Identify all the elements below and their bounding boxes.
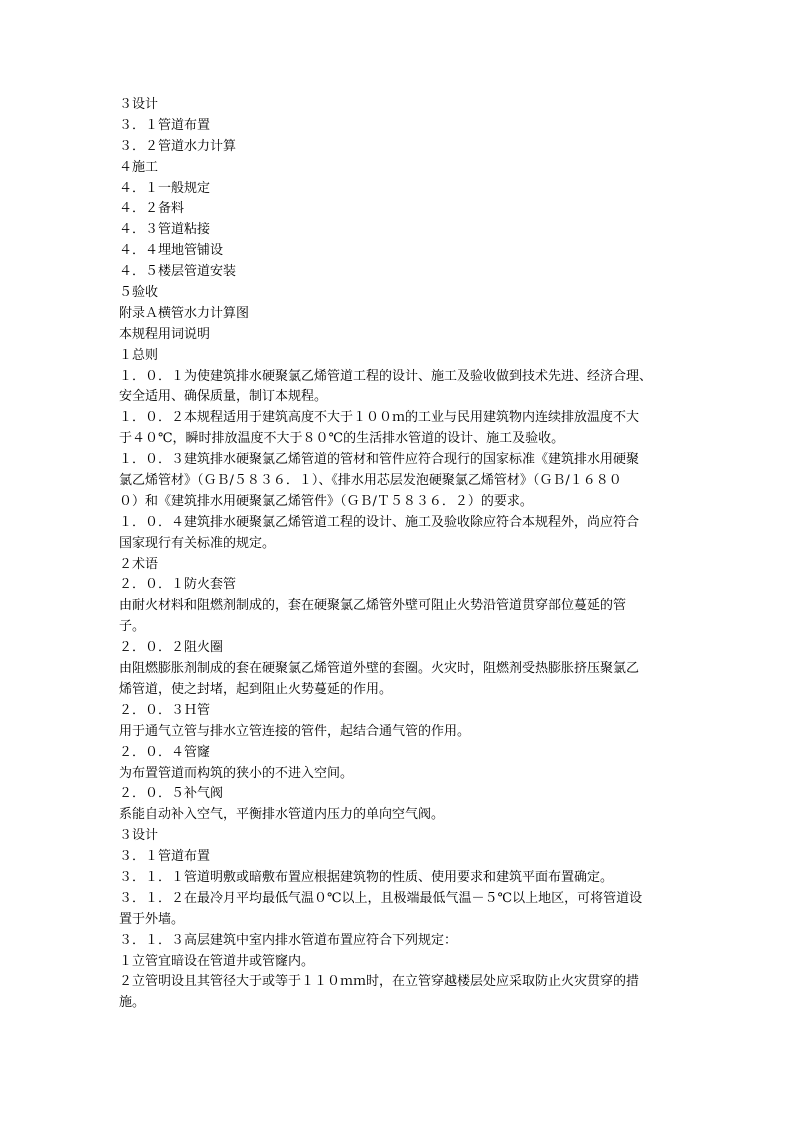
paragraph-line: １．０．４建筑排水硬聚氯乙烯管道工程的设计、施工及验收除应符合本规程外，尚应符合 — [119, 514, 640, 530]
paragraph-line: 氯乙烯管材》（ＧＢ/５８３６．１）、《排水用芯层发泡硬聚氯乙烯管材》（ＧＢ/１６８０ — [119, 473, 622, 489]
paragraph-line: 系能自动补入空气，平衡排水管道内压力的单向空气阀。 — [119, 807, 445, 823]
paragraph-line: 由阻燃膨胀剂制成的套在硬聚氯乙烯管道外壁的套圈。火灾时，阻燃剂受热膨胀挤压聚氯乙 — [119, 661, 640, 677]
toc-item: ４．３管道粘接 — [119, 222, 211, 238]
term-heading: ２．０．２阻火圈 — [119, 640, 224, 656]
toc-item: 附录Ａ横管水力计算图 — [119, 305, 250, 321]
term-heading: ２．０．４管窿 — [119, 744, 211, 760]
paragraph-line: 由耐火材料和阻燃剂制成的，套在硬聚氯乙烯管外壁可阻止火势沿管道贯穿部位蔓延的管 — [119, 598, 627, 614]
paragraph-line: １．０．２本规程适用于建筑高度不大于１００ｍ的工业与民用建筑物内连续排放温度不大 — [119, 410, 640, 426]
term-heading: ２．０．１防火套管 — [119, 577, 237, 593]
paragraph-line: ３．１．２在最冷月平均最低气温０℃以上，且极端最低气温－５℃以上地区，可将管道设 — [119, 890, 643, 906]
document-page — [119, 95, 679, 1014]
section-heading: ２术语 — [119, 556, 159, 572]
paragraph-line: 国家现行有关标准的规定。 — [119, 535, 276, 551]
paragraph-line: 子。 — [119, 619, 146, 635]
term-heading: ２．０．５补气阀 — [119, 786, 224, 802]
paragraph-line: 置于外墙。 — [119, 911, 185, 927]
list-item: １立管宜暗设在管道井或管窿内。 — [119, 953, 315, 969]
paragraph-line: 于４０℃，瞬时排放温度不大于８０℃的生活排水管道的设计、施工及验收。 — [119, 431, 565, 447]
toc-item: ５验收 — [119, 285, 159, 301]
toc-item: ４．４埋地管铺设 — [119, 243, 224, 259]
paragraph-line: ３．１．１管道明敷或暗敷布置应根据建筑物的性质、使用要求和建筑平面布置确定。 — [119, 869, 614, 885]
toc-item: ３．１管道布置 — [119, 117, 211, 133]
paragraph-line: 安全适用、确保质量，制订本规程。 — [119, 389, 328, 405]
section-heading: １总则 — [119, 347, 159, 363]
paragraph-line: ３．１．３高层建筑中室内排水管道布置应符合下列规定： — [119, 932, 458, 948]
paragraph-line: １．０．１为使建筑排水硬聚氯乙烯管道工程的设计、施工及验收做到技术先进、经济合理、 — [119, 368, 653, 384]
list-item: ２立管明设且其管径大于或等于１１０ｍｍ时，在立管穿越楼层处应采取防止火灾贯穿的措 — [119, 974, 640, 990]
paragraph-line: １．０．３建筑排水硬聚氯乙烯管道的管材和管件应符合现行的国家标准《建筑排水用硬聚 — [119, 452, 640, 468]
paragraph-line: ０）和《建筑排水用硬聚氯乙烯管件》（ＧＢ/Ｔ５８３６．２）的要求。 — [119, 493, 533, 509]
toc-item: ３设计 — [119, 97, 159, 112]
subsection-heading: ３．１管道布置 — [119, 849, 211, 865]
toc-item: ４．５楼层管道安装 — [119, 264, 237, 280]
toc-item: ４施工 — [119, 159, 159, 175]
toc-item: ４．２备料 — [119, 201, 185, 217]
section-heading: ３设计 — [119, 828, 159, 844]
paragraph-line: 用于通气立管与排水立管连接的管件，起结合通气管的作用。 — [119, 723, 471, 739]
paragraph-line: 为布置管道而构筑的狭小的不进入空间。 — [119, 765, 354, 781]
toc-item: ４．１一般规定 — [119, 180, 211, 196]
toc-item: ３．２管道水力计算 — [119, 138, 237, 154]
list-item: 施。 — [119, 995, 146, 1011]
paragraph-line: 烯管道，使之封堵，起到阻止火势蔓延的作用。 — [119, 681, 393, 697]
toc-item: 本规程用词说明 — [119, 326, 211, 342]
term-heading: ２．０．３Ｈ管 — [119, 702, 211, 718]
